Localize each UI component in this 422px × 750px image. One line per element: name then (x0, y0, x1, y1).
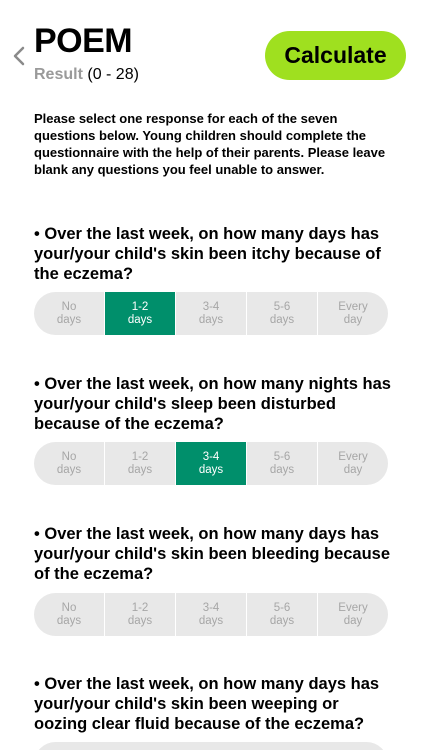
option-3-4-days[interactable]: 3-4 days (176, 593, 247, 636)
instructions-text: Please select one response for each of the seven questions below. Young children should complete the questionnaire with the help of their parents. Please leave blank any questions you feel unable to answer. (34, 111, 386, 177)
option-no-days[interactable]: No days (34, 292, 105, 335)
question-3: • Over the last week, on how many days has your/your child's skin been bleeding because of the eczema? (34, 525, 391, 583)
option-1-2-days[interactable]: 1-2 days (105, 442, 176, 485)
question-2: • Over the last week, on how many nights has your/your child's sleep been disturbed because of the eczema? (34, 375, 391, 433)
result-label: Result (34, 66, 83, 83)
option-5-6-days[interactable]: 5-6 days (247, 442, 318, 485)
response-segment-2 (34, 442, 388, 485)
response-segment-4 (34, 742, 388, 750)
option-3-4-days[interactable]: 3-4 days (176, 292, 247, 335)
option-5-6-days[interactable]: 5-6 days (247, 593, 318, 636)
option-every-day[interactable]: Every day (338, 300, 368, 326)
result-display (34, 66, 139, 84)
option-1-2-days[interactable]: 1-2 days (105, 292, 176, 335)
chevron-left-icon (13, 46, 25, 66)
option-1-2-days[interactable]: 1-2 days (105, 593, 176, 636)
question-4: • Over the last week, on how many days has your/your child's skin been weeping or oozing clear fluid because of the eczema? (34, 675, 380, 733)
question-1: • Over the last week, on how many days has your/your child's skin been itchy because of the eczema? (34, 225, 381, 283)
option-every-day[interactable]: Every day (338, 601, 368, 627)
calculate-button[interactable]: Calculate (265, 31, 406, 80)
option-no-days[interactable]: No days (34, 442, 105, 485)
option-5-6-days[interactable]: 5-6 days (247, 292, 318, 335)
result-range: (0 - 28) (87, 66, 139, 83)
back-button[interactable] (9, 44, 29, 68)
page-title: POEM (34, 22, 133, 60)
option-3-4-days[interactable]: 3-4 days (176, 442, 247, 485)
option-every-day[interactable]: Every day (338, 450, 368, 476)
response-segment-3 (34, 593, 388, 636)
option-no-days[interactable]: No days (34, 593, 105, 636)
response-segment-1 (34, 292, 388, 335)
